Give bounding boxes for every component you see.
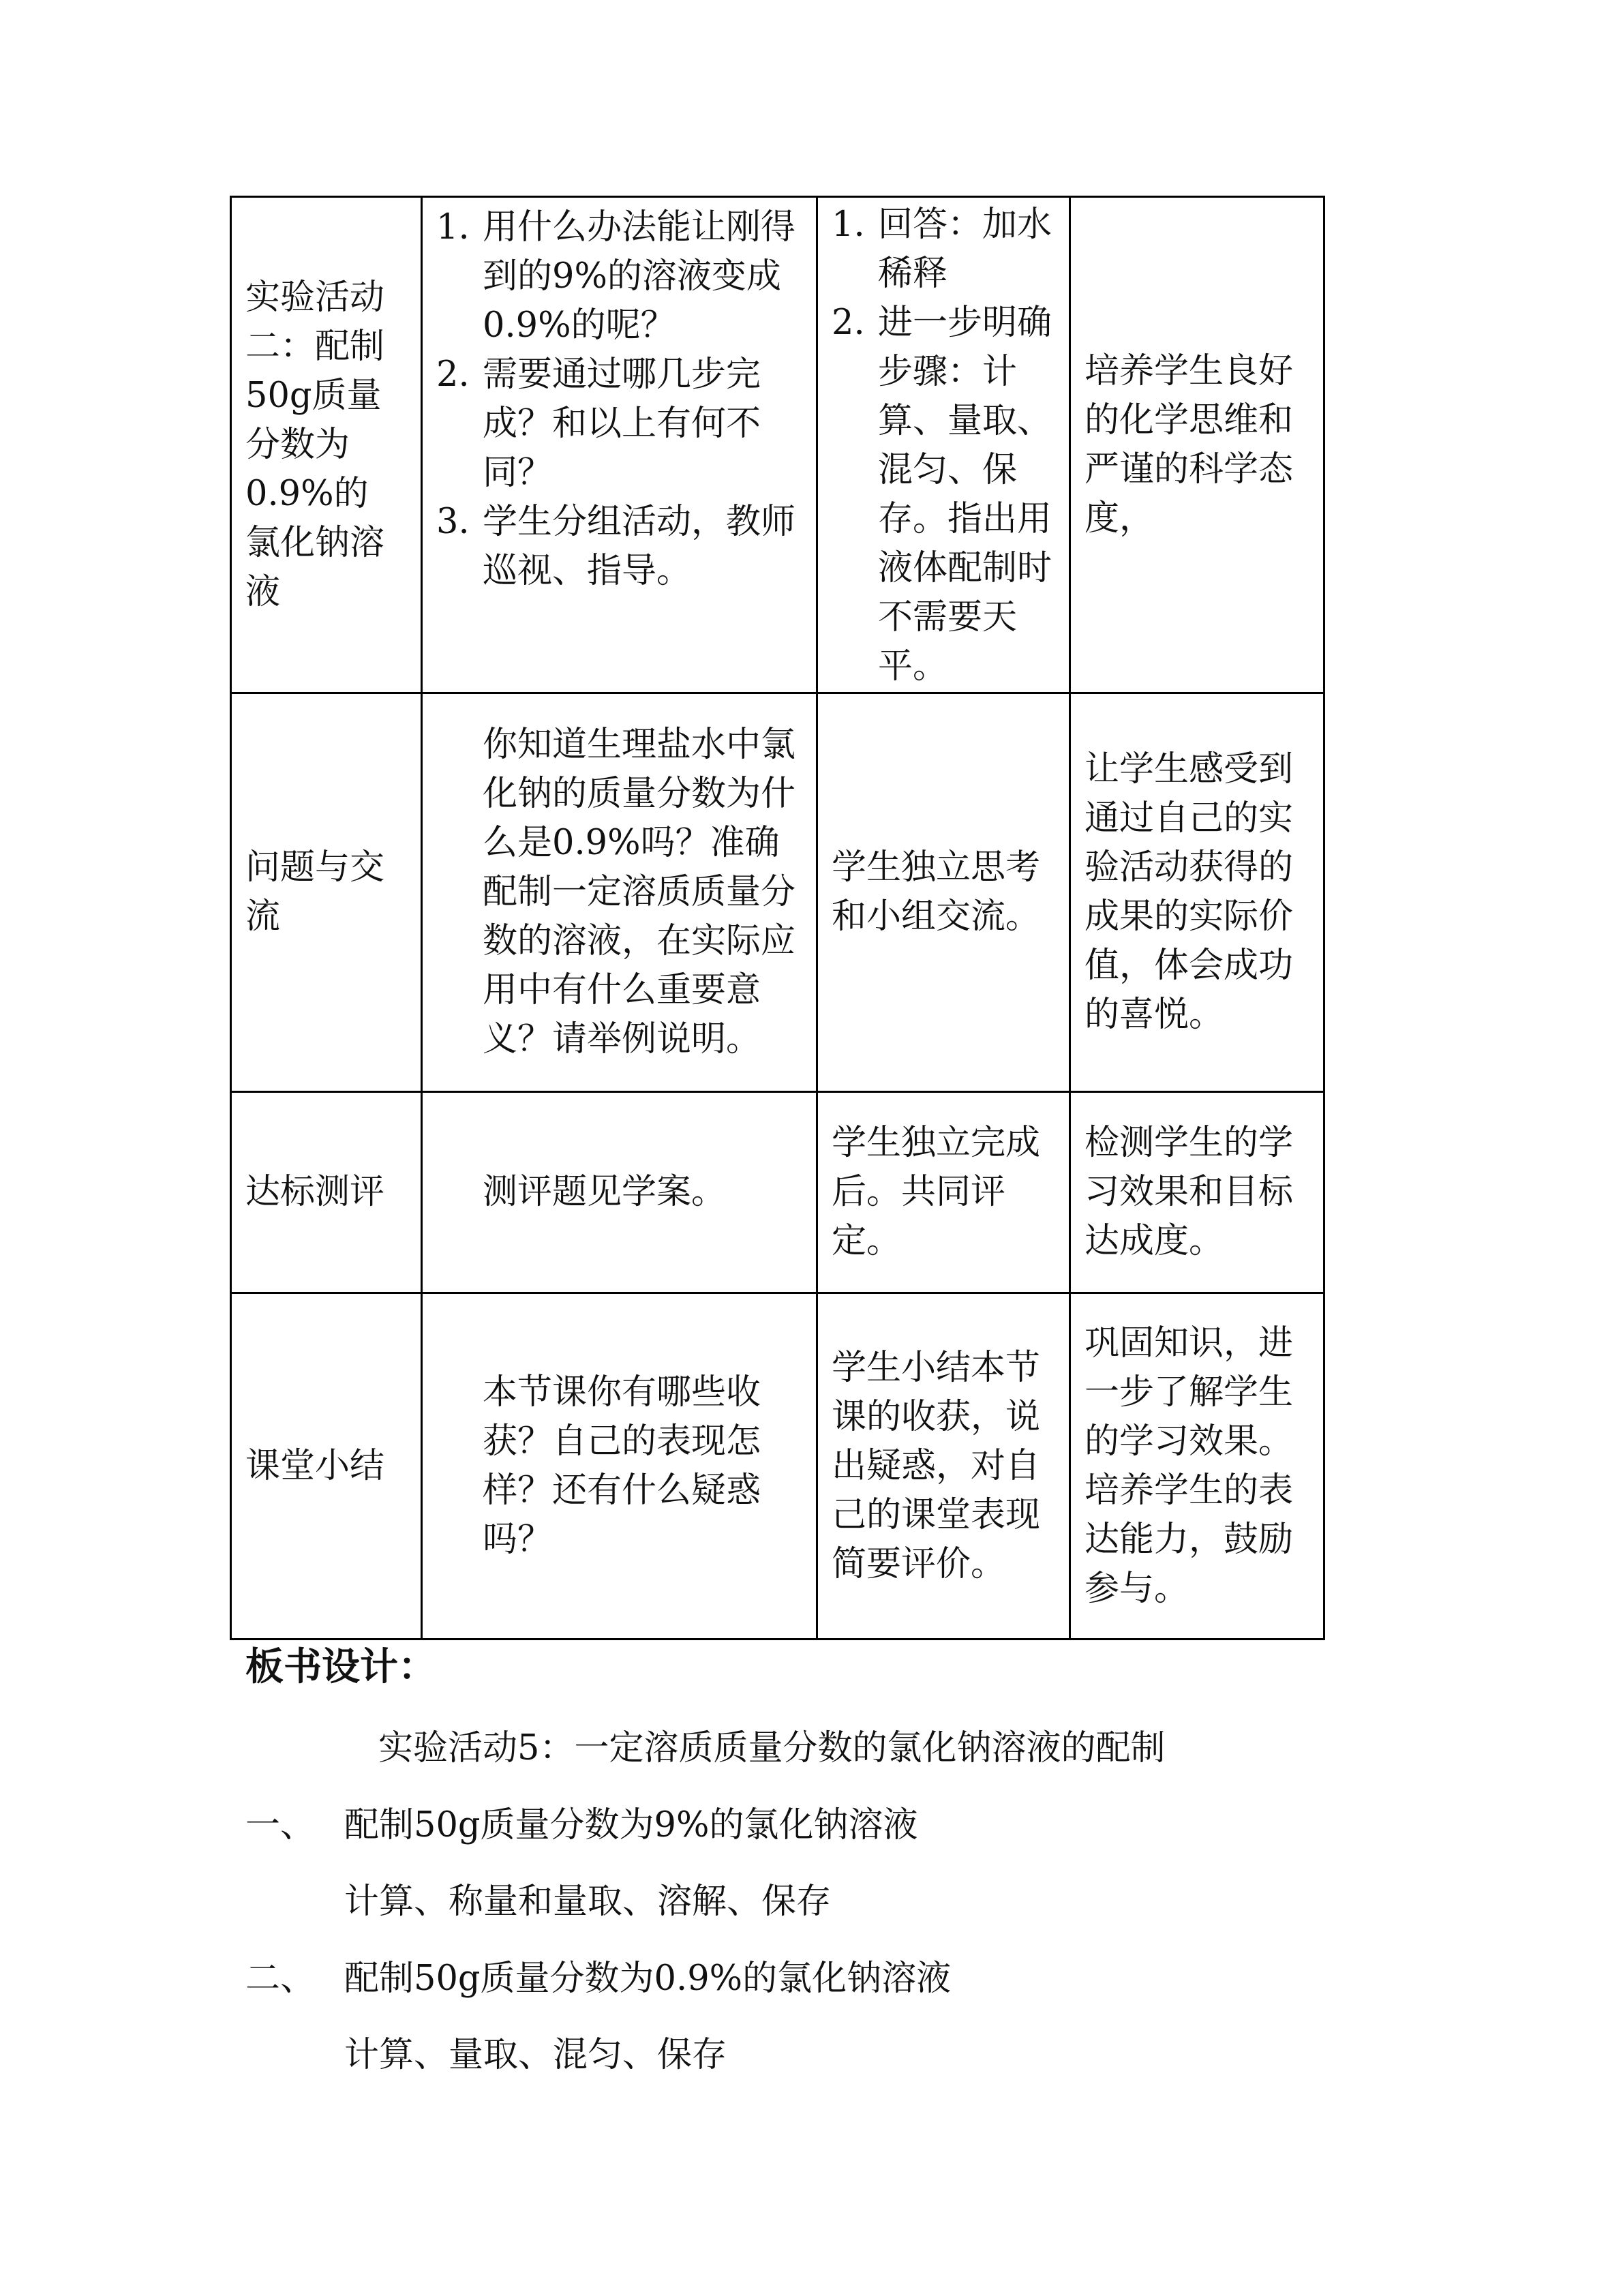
purpose-cell bbox=[1070, 1293, 1324, 1640]
item-marker: 二、 bbox=[245, 1959, 316, 1999]
lesson-plan-table bbox=[230, 196, 1325, 1640]
student-text: 学生独立完成后。共同评定。 bbox=[832, 1123, 1041, 1261]
student-text: 学生小结本节课的收获，说出疑惑，对自己的课堂表现简要评价。 bbox=[832, 1347, 1041, 1584]
section-text: 问题与交流 bbox=[245, 847, 385, 937]
purpose-text: 让学生感受到通过自己的实验活动获得的成果的实际价值，体会成功的喜悦。 bbox=[1084, 749, 1294, 1035]
list-item: 学生分组活动，教师巡视、指导。 bbox=[483, 502, 796, 591]
table-row bbox=[231, 197, 1324, 693]
teacher-steps-list bbox=[436, 203, 808, 596]
board-item-text: 配制50g质量分数为9%的氯化钠溶液 bbox=[344, 1805, 918, 1845]
student-cell bbox=[817, 1092, 1070, 1293]
purpose-text: 培养学生良好的化学思维和严谨的科学态度， bbox=[1084, 350, 1294, 539]
section-text: 达标测评 bbox=[245, 1172, 385, 1212]
list-item: 回答：加水稀释 bbox=[878, 205, 1052, 294]
student-cell bbox=[817, 197, 1070, 693]
board-title: 实验活动5：一定溶质质量分数的氯化钠溶液的配制 bbox=[378, 1728, 1166, 1768]
teacher-cell bbox=[422, 1293, 817, 1640]
teacher-text: 本节课你有哪些收获？自己的表现怎样？还有什么疑惑吗？ bbox=[483, 1372, 761, 1560]
board-item-steps: 计算、量取、混匀、保存 bbox=[344, 2035, 727, 2075]
table-row bbox=[231, 1092, 1324, 1293]
student-text: 学生独立思考和小组交流。 bbox=[832, 847, 1041, 937]
teacher-cell bbox=[422, 1092, 817, 1293]
teacher-text: 测评题见学案。 bbox=[483, 1172, 727, 1212]
purpose-cell bbox=[1070, 197, 1324, 693]
board-design-heading: 板书设计： bbox=[245, 1644, 436, 1689]
board-item-steps: 计算、称量和量取、溶解、保存 bbox=[344, 1882, 832, 1922]
board-item-text: 配制50g质量分数为0.9%的氯化钠溶液 bbox=[344, 1959, 952, 1999]
teacher-cell bbox=[422, 693, 817, 1092]
teacher-text: 你知道生理盐水中氯化钠的质量分数为什么是0.9%吗？准确配制一定溶质质量分数的溶液，在实际应用中有什么重要意义？请举例说明。 bbox=[483, 725, 796, 1059]
purpose-text: 检测学生的学习效果和目标达成度。 bbox=[1084, 1123, 1294, 1261]
student-cell bbox=[817, 693, 1070, 1092]
purpose-cell bbox=[1070, 693, 1324, 1092]
student-steps-list bbox=[832, 200, 1061, 691]
table-row bbox=[231, 693, 1324, 1092]
list-item: 进一步明确步骤：计算、量取、混匀、保存。指出用液体配制时不需要天平。 bbox=[878, 303, 1052, 686]
section-cell bbox=[231, 1092, 422, 1293]
section-cell bbox=[231, 1293, 422, 1640]
section-cell bbox=[231, 693, 422, 1092]
section-text: 课堂小结 bbox=[245, 1445, 385, 1486]
purpose-text: 巩固知识，进一步了解学生的学习效果。培养学生的表达能力，鼓励参与。 bbox=[1084, 1323, 1294, 1609]
section-text: 实验活动二：配制50g质量分数为0.9%的氯化钠溶液 bbox=[245, 277, 385, 612]
list-item: 需要通过哪几步完成？和以上有何不同？ bbox=[483, 354, 761, 493]
student-cell bbox=[817, 1293, 1070, 1640]
purpose-cell bbox=[1070, 1092, 1324, 1293]
teacher-cell bbox=[422, 197, 817, 693]
section-cell bbox=[231, 197, 422, 693]
item-marker: 一、 bbox=[245, 1805, 316, 1845]
table-row bbox=[231, 1293, 1324, 1640]
list-item: 用什么办法能让刚得到的9%的溶液变成0.9%的呢？ bbox=[483, 207, 796, 346]
